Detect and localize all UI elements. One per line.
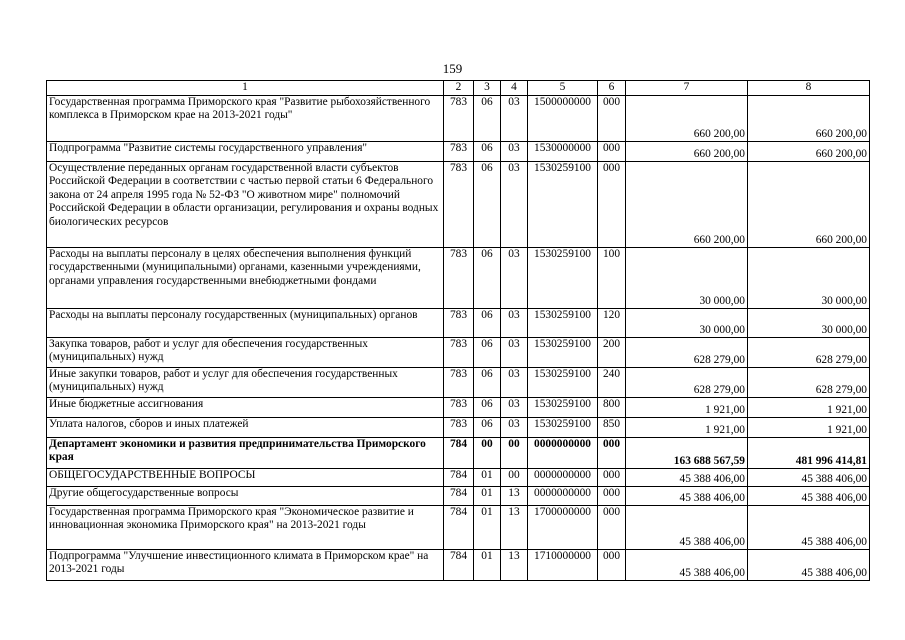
amount-col8: 1 921,00 <box>748 418 870 438</box>
page-number: 159 <box>442 61 463 76</box>
item-name: Департамент экономики и развития предпринимательства Приморского края <box>47 438 444 469</box>
table-row <box>47 309 870 338</box>
target-article-code: 1530259100 <box>528 398 598 418</box>
expense-type-code: 000 <box>598 96 626 142</box>
table-row <box>47 142 870 162</box>
item-name: Расходы на выплаты персоналу в целях обеспечения выполнения функций государственными (муниципальными) органами, казенными учреждениями, органами управления государственными внебюджетными фондами <box>47 248 444 309</box>
admin-code: 784 <box>444 469 474 487</box>
table-row <box>47 248 870 309</box>
table-row <box>47 162 870 248</box>
section-code: 06 <box>474 96 501 142</box>
amount-col8: 30 000,00 <box>748 309 870 338</box>
subsection-code: 03 <box>501 142 528 162</box>
table-row <box>47 338 870 368</box>
expense-type-code: 000 <box>598 487 626 506</box>
amount-col7: 1 921,00 <box>626 418 748 438</box>
section-code: 06 <box>474 418 501 438</box>
item-name: Осуществление переданных органам государственной власти субъектов Российской Федерации в соответствии с частью первой статьи 6 Федерального закона от 24 апреля 1995 года № 52-ФЗ "О животном мире" полномочий Российской Федерации в области организации, регулирования и охраны водных биологических ресурсов <box>47 162 444 248</box>
section-code: 06 <box>474 142 501 162</box>
admin-code: 783 <box>444 96 474 142</box>
amount-col8: 45 388 406,00 <box>748 506 870 550</box>
target-article-code: 1530259100 <box>528 418 598 438</box>
header-cell-2: 2 <box>444 81 474 96</box>
target-article-code: 1530259100 <box>528 162 598 248</box>
item-name: Расходы на выплаты персоналу государственных (муниципальных) органов <box>47 309 444 338</box>
admin-code: 783 <box>444 142 474 162</box>
section-code: 01 <box>474 469 501 487</box>
subsection-code: 03 <box>501 398 528 418</box>
target-article-code: 1530259100 <box>528 309 598 338</box>
section-code: 06 <box>474 338 501 368</box>
amount-col7: 30 000,00 <box>626 309 748 338</box>
admin-code: 783 <box>444 338 474 368</box>
expense-type-code: 000 <box>598 142 626 162</box>
target-article-code: 0000000000 <box>528 438 598 469</box>
header-cell-8: 8 <box>748 81 870 96</box>
header-cell-3: 3 <box>474 81 501 96</box>
subsection-code: 03 <box>501 248 528 309</box>
subsection-code: 03 <box>501 309 528 338</box>
expense-type-code: 000 <box>598 469 626 487</box>
target-article-code: 1530259100 <box>528 368 598 398</box>
admin-code: 783 <box>444 398 474 418</box>
amount-col8: 45 388 406,00 <box>748 550 870 581</box>
section-code: 06 <box>474 248 501 309</box>
target-article-code: 0000000000 <box>528 487 598 506</box>
expense-type-code: 120 <box>598 309 626 338</box>
subsection-code: 03 <box>501 418 528 438</box>
amount-col7: 628 279,00 <box>626 368 748 398</box>
amount-col7: 45 388 406,00 <box>626 550 748 581</box>
expense-type-code: 850 <box>598 418 626 438</box>
expense-type-code: 240 <box>598 368 626 398</box>
amount-col8: 628 279,00 <box>748 338 870 368</box>
section-code: 00 <box>474 438 501 469</box>
expense-type-code: 800 <box>598 398 626 418</box>
table-row <box>47 96 870 142</box>
section-code: 06 <box>474 368 501 398</box>
header-cell-6: 6 <box>598 81 626 96</box>
amount-col8: 660 200,00 <box>748 142 870 162</box>
item-name: Иные бюджетные ассигнования <box>47 398 444 418</box>
amount-col8: 1 921,00 <box>748 398 870 418</box>
expense-type-code: 000 <box>598 438 626 469</box>
section-code: 06 <box>474 398 501 418</box>
admin-code: 783 <box>444 162 474 248</box>
subsection-code: 03 <box>501 338 528 368</box>
section-code: 01 <box>474 487 501 506</box>
subsection-code: 03 <box>501 368 528 398</box>
amount-col7: 45 388 406,00 <box>626 506 748 550</box>
expense-type-code: 000 <box>598 550 626 581</box>
section-code: 01 <box>474 506 501 550</box>
subsection-code: 13 <box>501 487 528 506</box>
section-code: 06 <box>474 162 501 248</box>
amount-col7: 45 388 406,00 <box>626 487 748 506</box>
header-cell-1: 1 <box>47 81 444 96</box>
admin-code: 783 <box>444 418 474 438</box>
amount-col7: 30 000,00 <box>626 248 748 309</box>
subsection-code: 13 <box>501 550 528 581</box>
amount-col8: 45 388 406,00 <box>748 469 870 487</box>
admin-code: 783 <box>444 309 474 338</box>
header-cell-5: 5 <box>528 81 598 96</box>
target-article-code: 1530259100 <box>528 248 598 309</box>
amount-col7: 45 388 406,00 <box>626 469 748 487</box>
budget-table <box>46 80 870 581</box>
subsection-code: 03 <box>501 96 528 142</box>
item-name: ОБЩЕГОСУДАРСТВЕННЫЕ ВОПРОСЫ <box>47 469 444 487</box>
amount-col8: 30 000,00 <box>748 248 870 309</box>
table-row <box>47 506 870 550</box>
admin-code: 784 <box>444 438 474 469</box>
amount-col8: 660 200,00 <box>748 96 870 142</box>
expense-type-code: 000 <box>598 162 626 248</box>
amount-col7: 163 688 567,59 <box>626 438 748 469</box>
table-row <box>47 550 870 581</box>
amount-col7: 660 200,00 <box>626 162 748 248</box>
section-code: 06 <box>474 309 501 338</box>
subsection-code: 00 <box>501 438 528 469</box>
item-name: Закупка товаров, работ и услуг для обеспечения государственных (муниципальных) нужд <box>47 338 444 368</box>
amount-col8: 481 996 414,81 <box>748 438 870 469</box>
item-name: Другие общегосударственные вопросы <box>47 487 444 506</box>
target-article-code: 1700000000 <box>528 506 598 550</box>
header-cell-4: 4 <box>501 81 528 96</box>
amount-col7: 660 200,00 <box>626 142 748 162</box>
amount-col7: 660 200,00 <box>626 96 748 142</box>
table-row <box>47 398 870 418</box>
admin-code: 784 <box>444 487 474 506</box>
table-row <box>47 469 870 487</box>
item-name: Уплата налогов, сборов и иных платежей <box>47 418 444 438</box>
admin-code: 783 <box>444 248 474 309</box>
subsection-code: 00 <box>501 469 528 487</box>
expense-type-code: 200 <box>598 338 626 368</box>
amount-col7: 628 279,00 <box>626 338 748 368</box>
amount-col7: 1 921,00 <box>626 398 748 418</box>
header-row <box>47 81 870 96</box>
subsection-code: 13 <box>501 506 528 550</box>
admin-code: 784 <box>444 550 474 581</box>
item-name: Подпрограмма "Развитие системы государственного управления" <box>47 142 444 162</box>
target-article-code: 1710000000 <box>528 550 598 581</box>
item-name: Государственная программа Приморского края "Развитие рыбохозяйственного комплекса в Приморском крае на 2013-2021 годы" <box>47 96 444 142</box>
target-article-code: 1530259100 <box>528 338 598 368</box>
admin-code: 784 <box>444 506 474 550</box>
expense-type-code: 100 <box>598 248 626 309</box>
amount-col8: 628 279,00 <box>748 368 870 398</box>
expense-type-code: 000 <box>598 506 626 550</box>
amount-col8: 660 200,00 <box>748 162 870 248</box>
table-row <box>47 438 870 469</box>
table-row <box>47 487 870 506</box>
item-name: Подпрограмма "Улучшение инвестиционного климата в Приморском крае" на 2013-2021 годы <box>47 550 444 581</box>
item-name: Государственная программа Приморского края "Экономическое развитие и инновационная экономика Приморского края" на 2013-2021 годы <box>47 506 444 550</box>
table-row <box>47 418 870 438</box>
amount-col8: 45 388 406,00 <box>748 487 870 506</box>
subsection-code: 03 <box>501 162 528 248</box>
target-article-code: 1530000000 <box>528 142 598 162</box>
item-name: Иные закупки товаров, работ и услуг для обеспечения государственных (муниципальных) нужд <box>47 368 444 398</box>
target-article-code: 0000000000 <box>528 469 598 487</box>
target-article-code: 1500000000 <box>528 96 598 142</box>
table-row <box>47 368 870 398</box>
admin-code: 783 <box>444 368 474 398</box>
section-code: 01 <box>474 550 501 581</box>
header-cell-7: 7 <box>626 81 748 96</box>
